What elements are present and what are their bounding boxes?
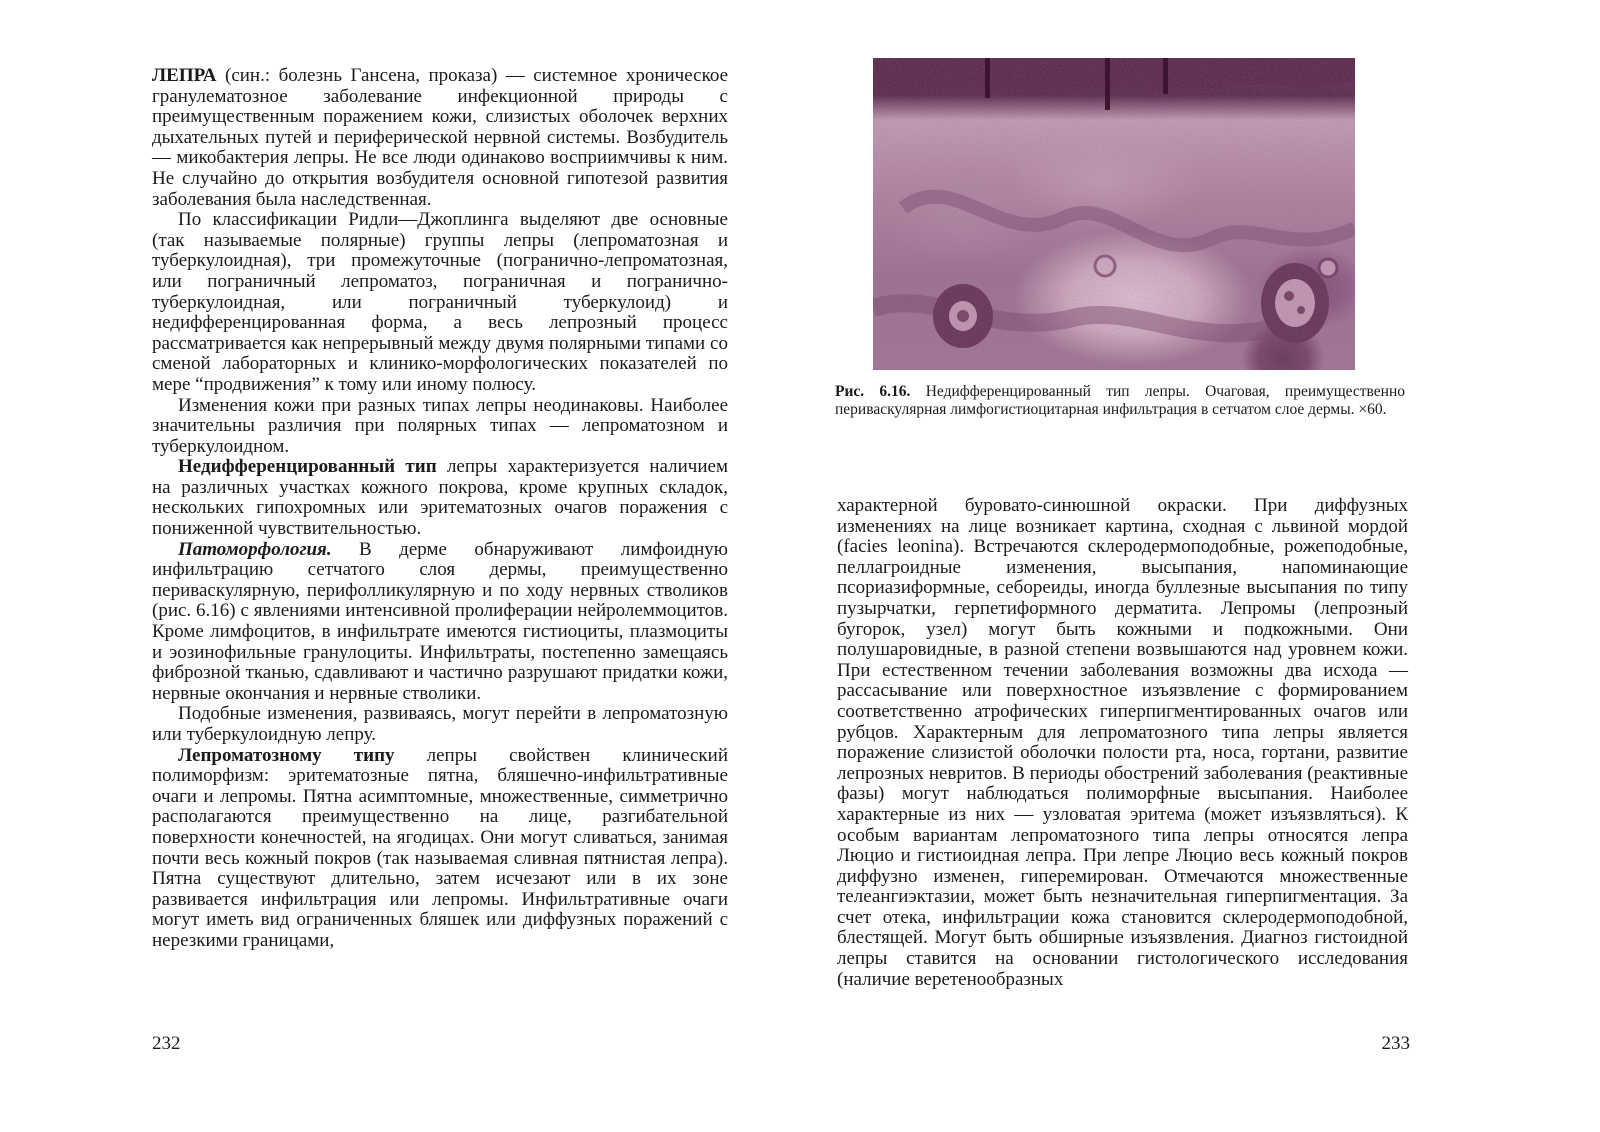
term-pathomorphology: Патоморфология. [178, 538, 332, 560]
page-number-left: 232 [152, 1033, 181, 1054]
paragraph-text: Изменения кожи при разных типах лепры неодинаковы. Наиболее значительны различия при полярных типах — лепроматозном и туберкулоидном. [152, 394, 728, 457]
paragraph-pathomorphology [152, 540, 728, 705]
term-undifferentiated-type: Недифференцированный тип [178, 456, 437, 478]
right-text-column [837, 496, 1408, 990]
term-lepromatous-type: Лепроматозному типу [178, 744, 395, 766]
paragraph-transition [152, 704, 728, 745]
paragraph-text: (син.: болезнь Гансена, проказа) — системное хроническое гранулематозное заболевание инфекционной природы с преимущественным поражением кожи, слизистых оболочек верхних дыхательных путей и периферической нервной системы. Возбудитель — микобактерия лепры. Не все люди одинаково восприимчивы к ним. Не случайно до открытия возбудителя основной гипотезой развития заболевания была наследственная. [152, 65, 728, 210]
term-lepra: ЛЕПРА [152, 65, 217, 86]
paragraph-continuation: характерной буровато-синюшной окраски. При диффузных изменениях на лице возникает картина, сходная с львиной мордой (facies leonina). Встречаются склеродермоподобные, рожеподобные, пеллагроидные изменения, высыпания, напоминающие псориазиформные, себореиды, иногда буллезные высыпания по типу пузырчатки, герпетиформного дерматита. Лепромы (лепрозный бугорок, узел) могут быть кожными и подкожными. Они полушаровидные, в разной степени возвышаются над уровнем кожи. При естественном течении заболевания возможны два исхода — рассасывание или поверхностное изъязвление с формированием соответственно атрофических гиперпигментированных очагов или рубцов. Характерным для лепроматозного типа лепры является поражение слизистой оболочки полости рта, носа, гортани, развитие лепрозных невритов. В периоды обострений заболевания (реактивные фазы) могут наблюдаться полиморфные высыпания. Наиболее характерные из них — узловатая эритема (может изъязвляться). К особым вариантам лепроматозного типа лепры относятся лепра Люцио и гистиоидная лепра. При лепре Люцио весь кожный покров диффузно изменен, гиперемирован. Отмечаются множественные телеангиэктазии, может быть незначительная гиперпигментация. За счет отека, инфильтрации кожа становится склеродермоподобной, блестящей. Могут быть обширные изъязвления. Диагноз гистоидной лепры ставится на основании гистологического исследования (наличие веретенообразных [837, 495, 1408, 990]
left-page [0, 0, 790, 1132]
paragraph-text: лепры свойствен клинический полиморфизм: эритематозные пятна, бляшечно-инфильтративные очаги и лепромы. Пятна асимптомные, множественные, симметрично располагаются преимущественно на лице, разгибательной поверхности конечностей, на ягодицах. Они могут сливаться, занимая почти весь кожный покров (так называемая сливная пятнистая лепра). Пятна существуют длительно, затем исчезают или в их зоне развивается инфильтрация или лепромы. Инфильтративные очаги могут иметь вид ограниченных бляшек или диффузных поражений с нерезкими границами, [152, 744, 728, 951]
right-page [800, 0, 1600, 1132]
page-number-right: 233 [1381, 1033, 1410, 1054]
paragraph-skin-changes [152, 396, 728, 458]
epidermis-ridge [1163, 58, 1168, 94]
histology-figure-image [873, 58, 1355, 370]
epidermis-ridge [985, 58, 990, 98]
paragraph-classification [152, 210, 728, 395]
paragraph-text: По классификации Ридли—Джоплинга выделяют две основные (так называемые полярные) группы лепры (лепроматозная и туберкулоидная), три промежуточные (погранично-лепроматозная, или пограничный лепроматоз, пограничная и погранично-туберкулоидная, или пограничный туберкулоид) и недифференцированная форма, а весь лепрозный процесс рассматривается как непрерывный между двумя полярными типами со сменой лабораторных и клинико-морфологических показателей по мере “продвижения” к тому или иному полюсу. [152, 209, 728, 395]
left-text-column [152, 66, 728, 952]
figure-caption-text: Недифференцированный тип лепры. Очаговая, преимущественно периваскулярная лимфогистиоцитарная инфильтрация в сетчатом слое дермы. ×60. [835, 383, 1406, 418]
paragraph-undifferentiated-type [152, 457, 728, 539]
paragraph-text: Подобные изменения, развиваясь, могут перейти в лепроматозную или туберкулоидную лепру. [152, 703, 728, 745]
paragraph-lepra-definition [152, 66, 728, 210]
epidermis-ridge [1105, 58, 1110, 110]
paragraph-lepromatous-type [152, 746, 728, 952]
figure-label: Рис. 6.16. [835, 383, 911, 400]
figure-caption [835, 383, 1405, 419]
paragraph-text: лепры характеризуется наличием на различных участках кожного покрова, кроме крупных складок, нескольких гипохромных или эритематозных очагов поражения с пониженной чувствительностью. [152, 456, 728, 540]
histology-texture [873, 58, 1355, 370]
paragraph-text: В дерме обнаруживают лимфоидную инфильтрацию сетчатого слоя дермы, преимущественно периваскулярную, перифолликулярную и по ходу нервных стволиков (рис. 6.16) с явлениями интенсивной пролиферации нейролеммоцитов. Кроме лимфоцитов, в инфильтрате имеются гистиоциты, плазмоциты и эозинофильные гранулоциты. Инфильтраты, постепенно замещаясь фиброзной тканью, сдавливают и частично разрушают придатки кожи, нервные окончания и нервные стволики. [152, 538, 728, 704]
